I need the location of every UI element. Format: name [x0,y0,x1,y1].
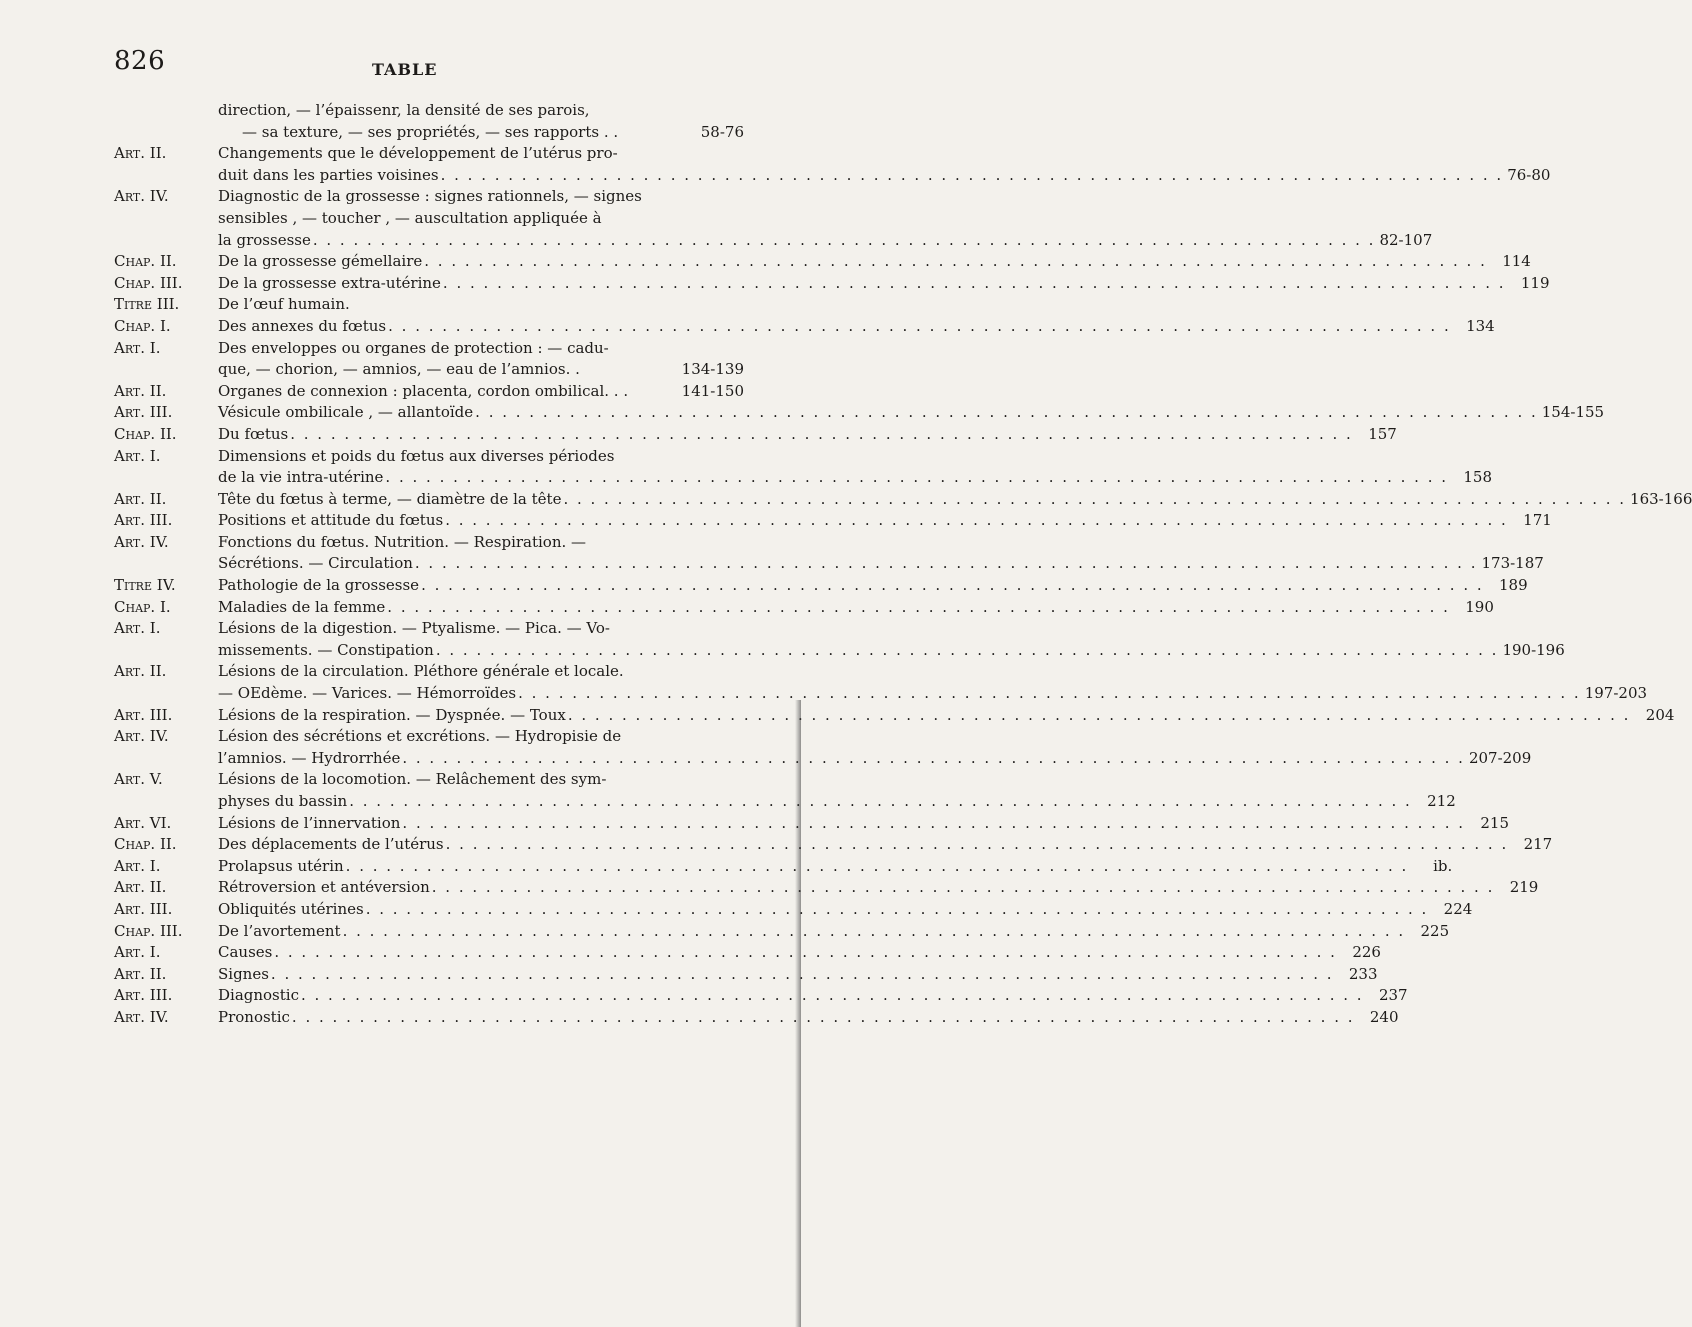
toc-entry-body [218,510,1552,532]
toc-entry-label: Chap. II. [114,835,177,854]
toc-entry-body [218,618,1565,661]
toc-line [218,1007,1399,1029]
toc-line [218,705,1674,727]
dot-leader [313,230,1376,252]
toc-line-text: Pathologie de la grossesse [218,576,420,595]
toc-entry [114,856,1453,878]
toc-line [218,726,1531,748]
toc-line [218,446,1492,468]
toc-page-number: 233 [1348,964,1378,983]
toc-line [218,381,744,403]
toc-entry-body [218,446,1492,489]
toc-line [218,834,1552,856]
dot-leader [443,273,1506,295]
toc-entry [114,100,744,143]
toc-line-text: Maladies de la femme [218,597,386,616]
toc-line-text: Dimensions et poids du fœtus aux diverses périodes [218,446,615,465]
toc-line [218,165,1550,187]
toc-line-text: Prolapsus utérin [218,856,344,875]
toc-entry-label: Art. II. [114,964,167,983]
toc-page-number: 119 [1520,273,1550,292]
toc-page-number: 190 [1465,597,1494,616]
toc-entry-body [218,899,1472,921]
toc-page-number: 190-196 [1502,640,1565,659]
dot-leader [346,856,1409,878]
toc-line [218,402,1604,424]
toc-entry-body [218,402,1604,424]
toc-entry-label: Art. II. [114,381,167,400]
toc-page-number: 197-203 [1584,684,1648,703]
toc-line-text: Tête du fœtus à terme, — diamètre de la tête [218,489,562,508]
toc-line-text: missements. — Constipation [218,640,434,659]
toc-entry [114,251,1531,273]
toc-line [218,856,1452,878]
toc-entry [114,1007,1399,1029]
toc-entry-body [218,186,1432,251]
toc-line [218,424,1397,446]
dot-leader [402,748,1465,770]
toc-entry-body [218,834,1552,856]
toc-entry-label: Chap. II. [114,424,177,443]
toc-page-number: 215 [1480,813,1509,832]
toc-page-number: 189 [1499,576,1528,595]
dot-leader [563,489,1626,511]
toc-entry-label: Art. III. [114,899,173,918]
toc-line-text: de la vie intra-utérine [218,468,384,487]
toc-entry [114,899,1473,921]
toc-entry [114,316,1495,338]
toc-entry-label: Art. III. [114,403,173,422]
page-header [0,46,801,86]
dot-leader [385,467,1448,489]
dot-leader [366,899,1429,921]
dot-leader [475,402,1538,424]
toc-entry-body [218,251,1531,273]
toc-entry-label: Art. II. [114,662,167,681]
toc-page-number: 204 [1645,705,1675,724]
toc-entry-body [218,661,1647,704]
toc-entry-body [218,921,1449,943]
toc-page-number: 219 [1509,878,1539,897]
toc-line-text: que, — chorion, — amnios, — eau de l’amnios. . [218,360,580,379]
toc-entry-body [218,100,744,143]
toc-entry-label: Art. IV. [114,187,169,206]
toc-line [218,316,1495,338]
dot-leader [349,791,1412,813]
toc-line-text: Causes [218,943,273,962]
toc-line-text: sensibles , — toucher , — auscultation appliquée à [218,208,602,227]
dot-leader [271,964,1334,986]
toc-entry [114,510,1552,532]
toc-line [218,208,1432,230]
toc-line-text: Pronostic [218,1007,290,1026]
toc-line [218,769,1456,791]
toc-line [218,359,744,381]
toc-entry-label: Art. II. [114,489,167,508]
toc-entry [114,877,1539,899]
dot-leader [441,165,1504,187]
dot-leader [432,877,1495,899]
toc-entry-label: Art. III. [114,511,173,530]
toc-line-text: Lésions de la locomotion. — Relâchement des sym- [218,770,607,789]
table-of-contents [114,100,1692,1029]
dot-leader [568,705,1631,727]
toc-entry-body [218,813,1509,835]
toc-line [218,273,1550,295]
toc-line-text: Lésions de la respiration. — Dyspnée. — Toux [218,705,566,724]
toc-entry-body [218,424,1397,446]
toc-line-text: De l’œuf humain. [218,295,350,314]
toc-line [218,294,744,316]
toc-page-number: 157 [1368,424,1397,443]
dot-leader [388,316,1451,338]
toc-page-number: 207-209 [1468,748,1532,767]
toc-entry [114,186,1433,251]
toc-entry [114,294,744,316]
toc-entry [114,705,1675,727]
dot-leader [436,640,1499,662]
toc-entry-body [218,877,1538,899]
toc-line-text: duit dans les parties voisines [218,165,439,184]
toc-entry-label: Art. II. [114,144,167,163]
toc-entry [114,446,1493,489]
toc-line-text: De l’avortement [218,921,341,940]
toc-entry [114,532,1544,575]
toc-entry-label: Art. I. [114,338,161,357]
toc-entry-body [218,575,1528,597]
toc-entry [114,964,1378,986]
toc-entry-body [218,489,1692,511]
dot-leader [446,834,1509,856]
dot-leader [518,683,1581,705]
toc-entry-label: Art. II. [114,878,167,897]
running-title: TABLE [372,60,438,79]
dot-leader [290,424,1353,446]
toc-entry-body [218,856,1452,878]
toc-entry-body [218,769,1456,812]
toc-page-number: 82-107 [1379,230,1433,249]
toc-entry-label: Art. IV. [114,532,169,551]
toc-entry-label: Art. I. [114,856,161,875]
toc-line-text: Positions et attitude du fœtus [218,511,444,530]
toc-entry [114,273,1550,295]
toc-entry [114,834,1553,856]
toc-line [218,143,1550,165]
toc-line-text: Diagnostic [218,986,299,1005]
toc-entry [114,424,1397,446]
toc-line-text: Diagnostic de la grossesse : signes rationnels, — signes [218,187,642,206]
toc-entry [114,575,1528,597]
toc-line-text: De la grossesse gémellaire [218,252,423,271]
toc-line [218,553,1544,575]
toc-entry-body [218,381,744,403]
toc-line-text: la grossesse [218,230,311,249]
toc-entry-label: Chap. II. [114,252,177,271]
toc-entry [114,618,1565,661]
toc-entry-body [218,532,1544,575]
toc-line [218,532,1544,554]
toc-line [218,122,744,144]
toc-line-text: Obliquités utérines [218,899,364,918]
toc-entry-label: Art. I. [114,619,161,638]
toc-line-text: Lésions de la digestion. — Ptyalisme. — Pica. — Vo- [218,619,610,638]
toc-entry-label: Chap. III. [114,921,183,940]
toc-line-text: Lésion des sécrétions et excrétions. — Hydropisie de [218,727,622,746]
toc-line-text: Des enveloppes ou organes de protection : — cadu- [218,338,609,357]
toc-entry-label: Art. III. [114,986,173,1005]
toc-line [218,899,1472,921]
toc-page-number: ib. [1433,856,1453,875]
toc-line [218,877,1538,899]
toc-line-text: Lésions de l’innervation [218,813,401,832]
toc-entry [114,597,1494,619]
dot-leader [343,921,1406,943]
toc-page-number: 154-155 [1541,403,1605,422]
toc-entry [114,921,1450,943]
toc-page-number: 134 [1466,316,1495,335]
toc-entry-label: Art. I. [114,446,161,465]
toc-entry-body [218,294,744,316]
toc-line [218,748,1531,770]
toc-line-text: — sa texture, — ses propriétés, — ses rapports . . [242,122,619,141]
toc-line-text: Sécrétions. — Circulation [218,554,413,573]
toc-entry-label: Art. III. [114,705,173,724]
toc-line [218,338,744,360]
toc-line [218,661,1647,683]
toc-line [218,791,1456,813]
toc-page-number: 141-150 [681,381,744,400]
toc-line [218,467,1492,489]
toc-line-text: Changements que le développement de l’utérus pro- [218,144,618,163]
toc-entry [114,813,1509,835]
toc-line [218,575,1528,597]
dot-leader [421,575,1484,597]
toc-entry-label: Titre III. [114,295,180,314]
toc-entry-body [218,985,1408,1007]
toc-line-text: Lésions de la circulation. Pléthore générale et locale. [218,662,624,681]
toc-entry [114,489,1692,511]
toc-line-text: Vésicule ombilicale , — allantoïde [218,403,474,422]
toc-line [218,489,1692,511]
toc-entry-body [218,705,1674,727]
toc-line-text: — OEdème. — Varices. — Hémorroïdes [218,684,517,703]
toc-page-number: 212 [1427,792,1456,810]
toc-entry-label: Titre IV. [114,576,176,595]
toc-entry-body [218,143,1550,186]
toc-page-number: 240 [1369,1007,1399,1026]
toc-entry-body [218,316,1495,338]
dot-leader [402,813,1465,835]
toc-line-text: l’amnios. — Hydrorrhée [218,748,401,767]
toc-line [218,597,1494,619]
dot-leader [387,597,1450,619]
dot-leader [424,251,1487,273]
toc-page-number: 224 [1443,899,1473,918]
toc-entry [114,769,1456,812]
toc-page-number: 226 [1352,943,1381,962]
toc-line [218,510,1552,532]
toc-entry-body [218,338,744,381]
toc-line-text: Organes de connexion : placenta, cordon ombilical. . . [218,381,629,400]
toc-line-text: direction, — l’épaissenr, la densité de ses parois, [218,101,590,119]
toc-line [218,100,744,122]
toc-entry [114,942,1381,964]
toc-entry-body [218,273,1550,295]
toc-entry-label: Art. IV. [114,1007,169,1026]
toc-entry-label: Chap. III. [114,273,183,292]
toc-page-number: 158 [1463,468,1493,487]
toc-line-text: physes du bassin [218,792,348,810]
toc-entry [114,985,1408,1007]
toc-line-text: Des déplacements de l’utérus [218,835,444,854]
toc-entry [114,338,744,381]
toc-entry-body [218,1007,1399,1029]
toc-entry [114,381,744,403]
toc-line-text: Des annexes du fœtus [218,316,387,335]
toc-entry-body [218,597,1494,619]
toc-entry-label: Chap. I. [114,316,171,335]
toc-page-number: 173-187 [1481,554,1544,573]
toc-page-number: 163-166 [1630,489,1692,508]
toc-line [218,618,1565,640]
toc-line [218,230,1432,252]
toc-line [218,985,1408,1007]
toc-line [218,640,1565,662]
toc-entry-label: Art. IV. [114,727,169,746]
toc-entry-label: Art. VI. [114,813,172,832]
toc-line-text: Du fœtus [218,424,289,443]
dot-leader [415,553,1478,575]
toc-line [218,683,1647,705]
toc-line-text: Fonctions du fœtus. Nutrition. — Respiration. — [218,532,587,551]
toc-line-text: De la grossesse extra-utérine [218,273,441,292]
toc-line-text: Rétroversion et antéversion [218,878,430,897]
toc-page-number: 76-80 [1507,165,1551,184]
toc-line [218,251,1531,273]
page-edge-shadow [795,700,801,1327]
toc-entry [114,143,1551,186]
toc-entry [114,726,1532,769]
toc-page-number: 171 [1523,511,1552,530]
dot-leader [274,942,1337,964]
toc-line-text: Signes [218,964,269,983]
toc-entry-label: Chap. I. [114,597,171,616]
toc-line [218,921,1449,943]
page-number: 826 [114,46,166,76]
toc-page-number: 237 [1378,986,1408,1005]
dot-leader [292,1007,1355,1029]
toc-entry [114,402,1605,424]
toc-page-number: 217 [1523,835,1553,854]
dot-leader [445,510,1508,532]
toc-line [218,186,1432,208]
toc-page-number: 134-139 [681,360,744,379]
dot-leader [301,985,1364,1007]
toc-page-number: 114 [1502,252,1531,271]
toc-page-number: 58-76 [700,122,744,141]
toc-entry [114,661,1648,704]
toc-line [218,813,1509,835]
toc-entry-body [218,726,1531,769]
toc-entry-label: Art. V. [114,770,163,789]
toc-page-number: 225 [1420,921,1450,940]
toc-entry-label: Art. I. [114,943,161,962]
